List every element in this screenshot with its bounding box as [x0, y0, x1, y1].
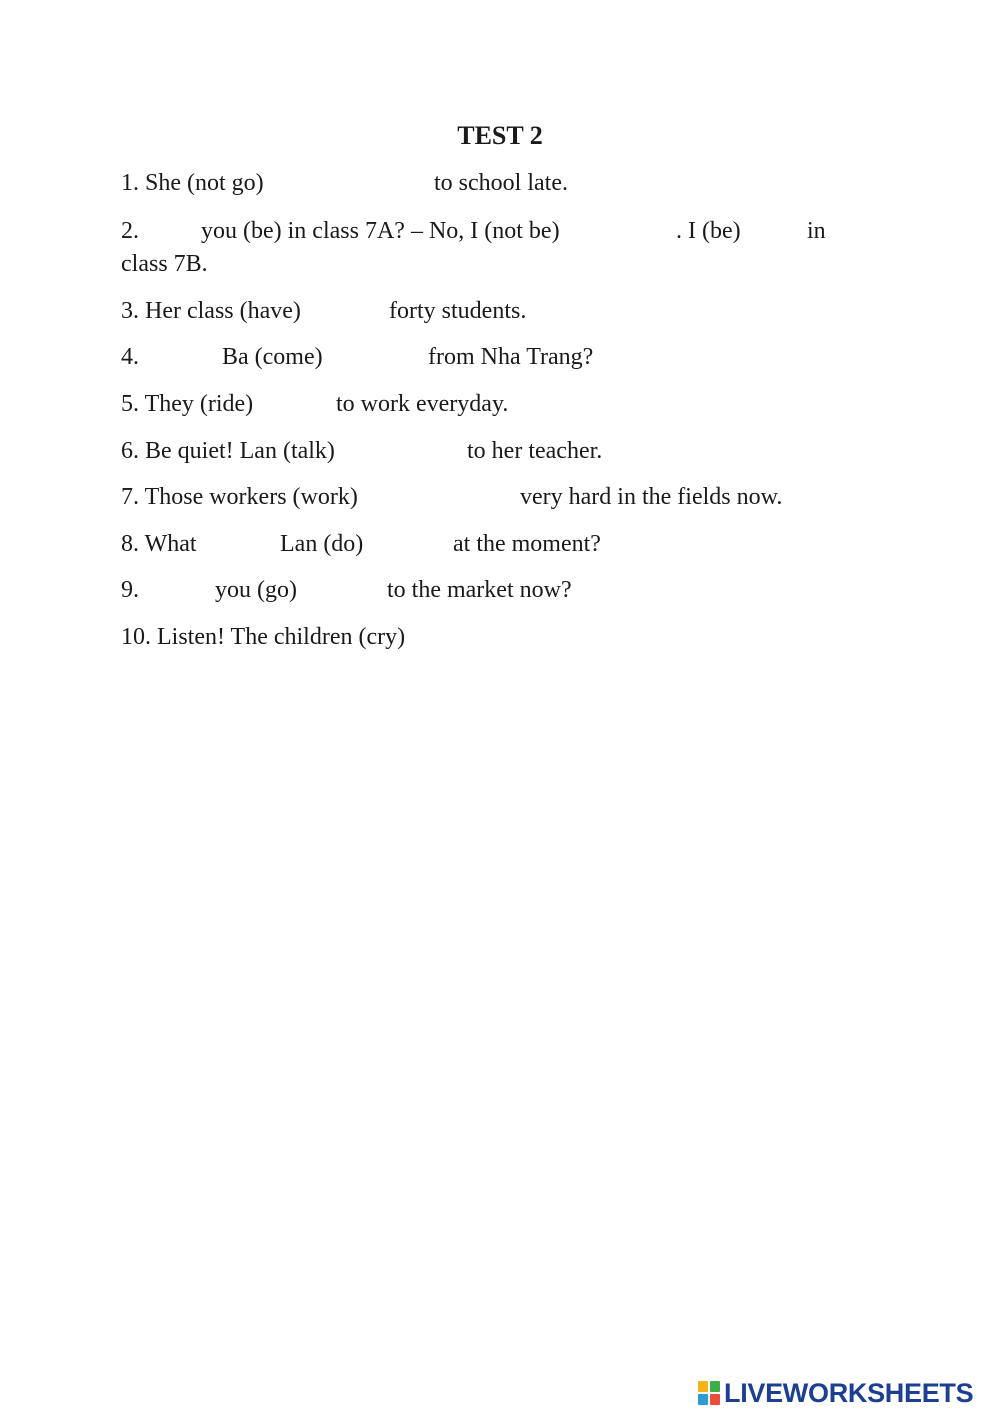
- question-4-answer-field-2[interactable]: [339, 345, 429, 373]
- question-2-number: 2.: [121, 218, 139, 244]
- question-6-text-end: to her teacher.: [467, 438, 603, 464]
- liveworksheets-logo-icon: [698, 1381, 720, 1405]
- question-2-text-end: class 7B.: [121, 251, 208, 277]
- question-2-answer-field-3[interactable]: [753, 219, 807, 247]
- question-3-text-start: 3. Her class (have): [121, 298, 301, 324]
- question-9-answer-field-1[interactable]: [149, 578, 215, 606]
- question-9-number: 9.: [121, 577, 139, 603]
- liveworksheets-logo: [698, 1378, 994, 1408]
- question-8-text-start: 8. What: [121, 531, 197, 557]
- question-2: [121, 215, 881, 279]
- question-8-text-end: at the moment?: [453, 531, 601, 557]
- question-2-text-middle: you (be) in class 7A? – No, I (not be): [201, 218, 560, 244]
- question-3-answer-field[interactable]: [327, 299, 391, 327]
- question-5-text-end: to work everyday.: [336, 391, 509, 417]
- question-8-answer-field-2[interactable]: [379, 532, 453, 560]
- question-1-text-end: to school late.: [434, 170, 568, 196]
- question-1-text-start: 1. She (not go): [121, 170, 264, 196]
- question-4-text-middle: Ba (come): [222, 344, 323, 370]
- question-2-answer-field-1[interactable]: [149, 219, 201, 247]
- question-4-number: 4.: [121, 344, 139, 370]
- question-4-answer-field-1[interactable]: [149, 345, 223, 373]
- question-4-text-end: from Nha Trang?: [428, 344, 594, 370]
- question-10-text-start: 10. Listen! The children (cry): [121, 624, 406, 650]
- question-2-answer-field-2[interactable]: [607, 219, 677, 247]
- question-2-text-be: . I (be): [676, 218, 741, 244]
- question-8-answer-field-1[interactable]: [213, 532, 279, 560]
- question-2-text-in: in: [807, 218, 826, 244]
- question-7-text-end: very hard in the fields now.: [520, 484, 783, 510]
- question-6-answer-field[interactable]: [366, 439, 468, 467]
- question-3-text-end: forty students.: [389, 298, 527, 324]
- question-1-answer-field[interactable]: [286, 171, 430, 199]
- question-8-text-middle: Lan (do): [280, 531, 364, 557]
- worksheet-title: TEST 2: [457, 121, 543, 150]
- liveworksheets-logo-text: LIVEWORKSHEETS: [724, 1378, 974, 1408]
- question-7-answer-field[interactable]: [392, 485, 520, 513]
- question-5-text-start: 5. They (ride): [121, 391, 254, 417]
- question-6-text-start: 6. Be quiet! Lan (talk): [121, 438, 335, 464]
- question-9-text-middle: you (go): [215, 577, 297, 603]
- question-9-text-end: to the market now?: [387, 577, 572, 603]
- question-5-answer-field[interactable]: [275, 392, 337, 420]
- question-9-answer-field-2[interactable]: [311, 578, 387, 606]
- question-10-answer-field[interactable]: [443, 625, 597, 653]
- question-7-text-start: 7. Those workers (work): [121, 484, 358, 510]
